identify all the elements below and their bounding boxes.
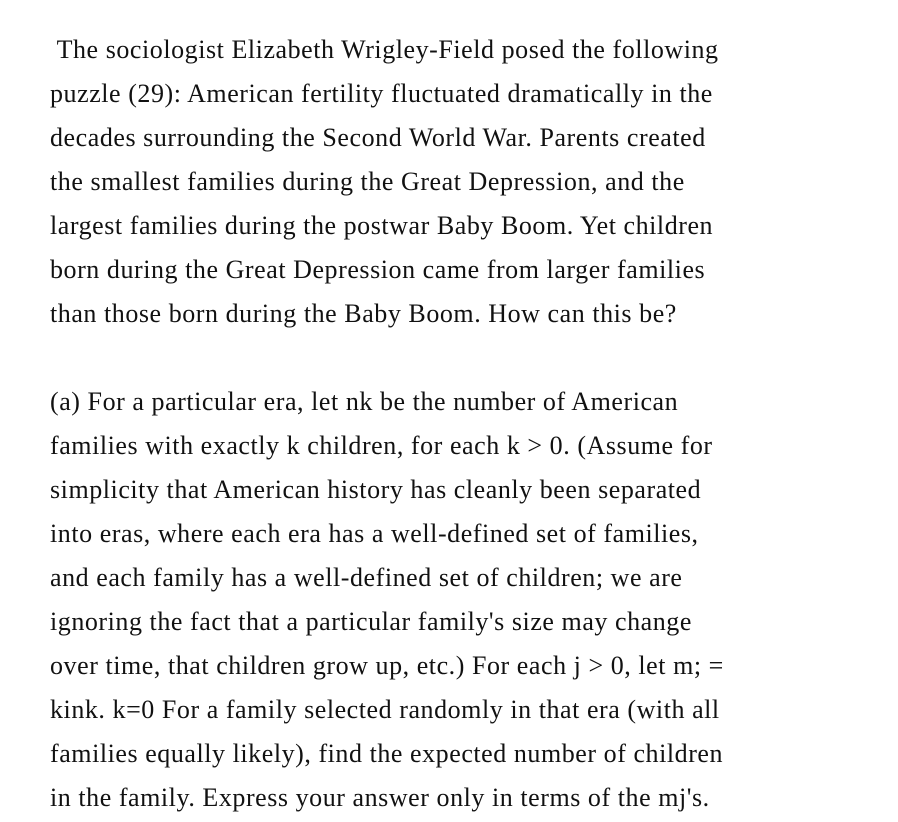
question-a-paragraph — [50, 380, 890, 820]
intro-paragraph — [50, 28, 890, 336]
text-line: over time, that children grow up, etc.) For each j > 0, let m; = — [50, 651, 724, 680]
text-line: families equally likely), find the expected number of children — [50, 739, 724, 768]
text-line: in the family. Express your answer only in terms of the mj's. — [50, 783, 710, 812]
text-line: than those born during the Baby Boom. How can this be? — [50, 299, 677, 328]
text-line: largest families during the postwar Baby Boom. Yet children — [50, 211, 714, 240]
text-line: ignoring the fact that a particular family's size may change — [50, 607, 692, 636]
text-line: families with exactly k children, for each k > 0. (Assume for — [50, 431, 713, 460]
text-line: and each family has a well-defined set of children; we are — [50, 563, 683, 592]
text-line: born during the Great Depression came from larger families — [50, 255, 706, 284]
document-body — [50, 28, 890, 820]
text-line: The sociologist Elizabeth Wrigley-Field posed the following — [50, 35, 719, 64]
text-line: kink. k=0 For a family selected randomly in that era (with all — [50, 695, 720, 724]
text-line: into eras, where each era has a well-defined set of families, — [50, 519, 699, 548]
text-line: puzzle (29): American fertility fluctuated dramatically in the — [50, 79, 713, 108]
text-line: (a) For a particular era, let nk be the number of American — [50, 387, 679, 416]
paragraph-spacer — [50, 336, 890, 380]
text-line: simplicity that American history has cleanly been separated — [50, 475, 702, 504]
text-line: the smallest families during the Great Depression, and the — [50, 167, 685, 196]
text-line: decades surrounding the Second World War. Parents created — [50, 123, 706, 152]
